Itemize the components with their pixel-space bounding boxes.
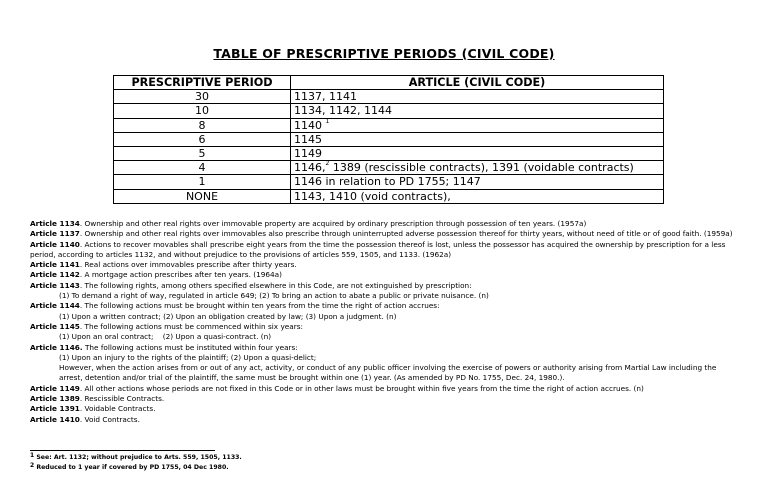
article-paragraph bbox=[30, 343, 742, 353]
article-paragraph bbox=[30, 270, 742, 280]
article-label: Article 1137 bbox=[30, 229, 80, 239]
article-subitem: (1) Upon an oral contract; (2) Upon a quasi-contract. (n) bbox=[59, 332, 272, 342]
table-row bbox=[114, 175, 664, 189]
article-cell bbox=[291, 161, 664, 175]
article-paragraph bbox=[30, 384, 742, 394]
article-body: . Ownership and other real rights over immovables also prescribe through uninterrupted adverse possession thereof for thirty years, without need of title or of good faith. (1959a) bbox=[79, 229, 733, 239]
article-subitem: (1) Upon a written contract; (2) Upon an obligation created by law; (3) Upon a judgment. (n) bbox=[59, 311, 397, 321]
article-text-rest: 1389 (rescissible contracts), 1391 (voidable contracts) bbox=[329, 161, 634, 175]
article-paragraph bbox=[30, 394, 742, 404]
footnote-divider bbox=[30, 450, 215, 451]
article-body: The following actions must be instituted within four years: bbox=[82, 342, 298, 352]
article-subitem: (1) To demand a right of way, regulated in article 649; (2) To bring an action to abate a public or private nuisance. (n) bbox=[59, 291, 489, 301]
article-paragraph bbox=[30, 240, 742, 261]
column-header-period: PRESCRIPTIVE PERIOD bbox=[114, 76, 291, 90]
article-body: . Void Contracts. bbox=[79, 414, 140, 424]
footnote bbox=[30, 453, 242, 463]
period-cell: 6 bbox=[114, 132, 291, 146]
article-label: Article 1391 bbox=[30, 404, 80, 414]
article-paragraph bbox=[30, 301, 742, 311]
period-cell: 10 bbox=[114, 104, 291, 118]
page-title: TABLE OF PRESCRIPTIVE PERIODS (CIVIL CODE) bbox=[213, 46, 555, 61]
article-label: Article 1149 bbox=[30, 383, 80, 393]
article-paragraph bbox=[30, 322, 742, 332]
table-row bbox=[114, 104, 664, 118]
article-body: . Actions to recover movables shall prescribe eight years from the time the possession thereof is lost, unless the possessor has acquired the ownership by prescription for a less period, according to articles 1132, and without prejudice to the provisions of articles 559, 1505, and 1133. (1962a) bbox=[30, 239, 726, 259]
table-row bbox=[114, 147, 664, 161]
period-cell: NONE bbox=[114, 189, 291, 203]
article-paragraph bbox=[30, 260, 742, 270]
footnote-marker: 2 bbox=[325, 160, 330, 168]
article-label: Article 1140 bbox=[30, 239, 80, 249]
footnote-text: Reduced to 1 year if covered by PD 1755, 04 Dec 1980. bbox=[34, 464, 229, 471]
period-cell: 1 bbox=[114, 175, 291, 189]
article-paragraph bbox=[30, 404, 742, 414]
article-cell bbox=[291, 118, 664, 132]
article-cell: 1146 in relation to PD 1755; 1147 bbox=[291, 175, 664, 189]
footnote bbox=[30, 463, 242, 473]
article-paragraph bbox=[30, 219, 742, 229]
article-text: 1140 bbox=[294, 118, 322, 132]
article-text: 1146, bbox=[294, 161, 326, 175]
article-label: Article 1142 bbox=[30, 270, 80, 280]
article-body: . All other actions whose periods are not fixed in this Code or in other laws must be brought within five years from the time the right of action accrues. (n) bbox=[79, 383, 644, 393]
period-cell: 30 bbox=[114, 90, 291, 104]
article-cell: 1145 bbox=[291, 132, 664, 146]
table-row bbox=[114, 132, 664, 146]
article-cell: 1134, 1142, 1144 bbox=[291, 104, 664, 118]
article-label: Article 1145 bbox=[30, 321, 80, 331]
period-cell: 4 bbox=[114, 161, 291, 175]
article-body: . Real actions over immovables prescribe after thirty years. bbox=[79, 260, 297, 270]
article-label: Article 1141 bbox=[30, 260, 80, 270]
article-paragraph bbox=[30, 415, 742, 425]
article-body: . The following rights, among others specified elsewhere in this Code, are not extinguished by prescription: bbox=[79, 280, 472, 290]
article-label: Article 1143 bbox=[30, 280, 80, 290]
table-row bbox=[114, 90, 664, 104]
table-row bbox=[114, 189, 664, 203]
footnote-marker: 1 bbox=[325, 117, 330, 125]
article-subitem: (1) Upon an injury to the rights of the plaintiff; (2) Upon a quasi-delict; bbox=[59, 352, 317, 362]
table-row bbox=[114, 161, 664, 175]
table-row bbox=[114, 118, 664, 132]
article-paragraph bbox=[30, 229, 742, 239]
article-paragraph bbox=[30, 281, 742, 291]
footnote-number: 1 bbox=[30, 452, 35, 459]
table-header-row bbox=[114, 76, 664, 90]
article-label: Article 1389 bbox=[30, 394, 80, 404]
footnote-number: 2 bbox=[30, 462, 35, 469]
article-cell: 1149 bbox=[291, 147, 664, 161]
article-body: . The following actions must be commenced within six years: bbox=[79, 321, 303, 331]
article-body: . Rescissible Contracts. bbox=[79, 394, 165, 404]
article-label: Article 1410 bbox=[30, 414, 80, 424]
article-texts bbox=[30, 219, 742, 425]
period-cell: 8 bbox=[114, 118, 291, 132]
period-cell: 5 bbox=[114, 147, 291, 161]
article-body: . Ownership and other real rights over immovable property are acquired by ordinary prescription through possession of ten years. (1957a) bbox=[79, 219, 587, 228]
article-body: . The following actions must be brought within ten years from the time the right of action accrues: bbox=[79, 301, 440, 311]
article-label: Article 1146. bbox=[30, 342, 83, 352]
article-label: Article 1144 bbox=[30, 301, 80, 311]
article-cell: 1143, 1410 (void contracts), bbox=[291, 189, 664, 203]
article-label: Article 1134 bbox=[30, 219, 80, 228]
prescriptive-periods-table bbox=[113, 75, 664, 204]
article-subitem: However, when the action arises from or out of any act, activity, or conduct of any public officer involving the exercise of powers or authority arising from Martial Law including the arrest, detention and/or trial of the plaintiff, the same must be brought within one (1) year. (As amended by PD No. 1755, Dec. 24, 1980.). bbox=[59, 363, 717, 383]
article-body: . A mortgage action prescribes after ten years. (1964a) bbox=[79, 270, 282, 280]
footnotes bbox=[30, 453, 242, 473]
footnote-text: See: Art. 1132; without prejudice to Arts. 559, 1505, 1133. bbox=[34, 454, 242, 461]
article-body: . Voidable Contracts. bbox=[79, 404, 156, 414]
article-cell: 1137, 1141 bbox=[291, 90, 664, 104]
column-header-article: ARTICLE (CIVIL CODE) bbox=[291, 76, 664, 90]
